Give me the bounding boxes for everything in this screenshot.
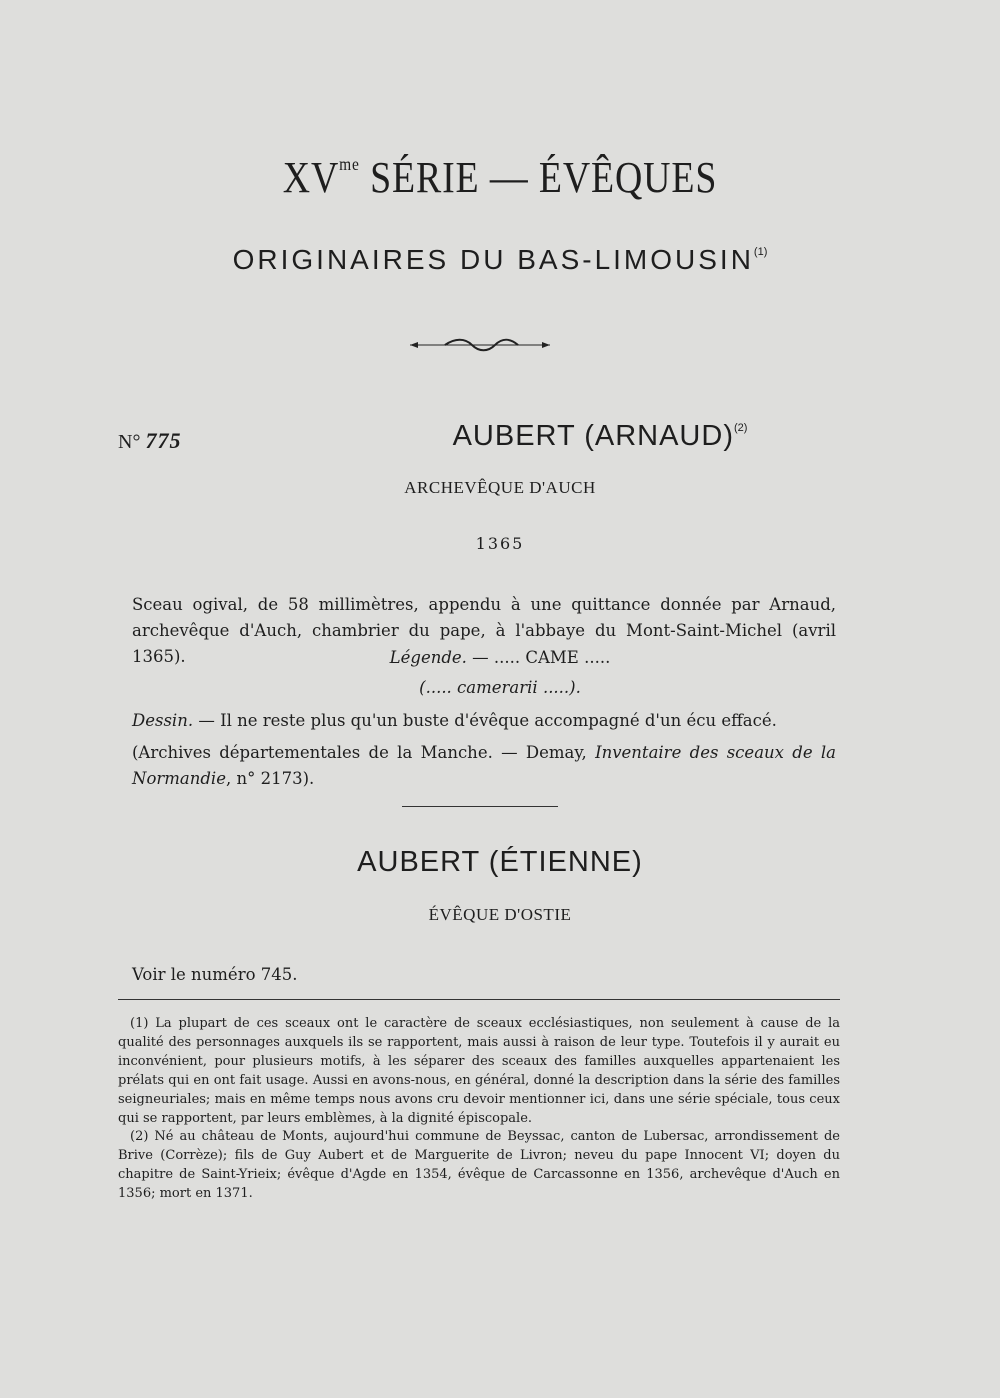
footnote-divider [118, 999, 840, 1000]
seal-source [132, 740, 836, 792]
subtitle-footnote-ref: (1) [753, 246, 768, 258]
entry-name-footnote-ref: (2) [733, 422, 748, 434]
series-title [70, 152, 930, 203]
entry-number-value: 775 [145, 428, 182, 453]
ornament-divider [410, 338, 550, 352]
entry-name-etienne: AUBERT (ÉTIENNE) [357, 846, 643, 878]
entry-name-text: AUBERT (ARNAUD) [452, 420, 734, 452]
series-sup: me [339, 154, 360, 174]
seal-legend [0, 648, 1000, 667]
series-rest: SÉRIE — ÉVÊQUES [359, 153, 718, 202]
entry-number-prefix: N° [118, 431, 141, 453]
entry-name-arnaud [100, 420, 1000, 453]
drawing-text: — Il ne reste plus qu'un buste d'évêque accompagné d'un écu effacé. [193, 711, 777, 730]
legend-translation-text: (..... camerarii .....). [419, 678, 581, 697]
seal-description: Sceau ogival, de 58 millimètres, appendu à une quittance donnée par Arnaud, archevêque d'Auch, chambrier du pape, à l'abbaye du Mont-Saint-Michel (avril 1365). [132, 595, 836, 666]
seal-legend-translation [0, 678, 1000, 697]
subtitle-text: ORIGINAIRES DU BAS-LIMOUSIN [232, 244, 754, 275]
footnote-1: (1) La plupart de ces sceaux ont le caractère de sceaux ecclésiastiques, non seulement à cause de la qualité des personnages auxquels ils se rapportent, mais aussi à raison de leur type. Toutefois il y aurait eu inconvénient, pour plusieurs motifs, à les séparer des sceaux des familles auxquelles appartenaient les prélats qui en ont fait usage. Aussi en avons-nous, en général, donné la description dans la série des familles seigneuriales; mais en même temps nous avons cru devoir mentionner ici, dans une série spéciale, tous ceux qui se rapportent, par leurs emblèmes, à la dignité épiscopale. [118, 1016, 840, 1126]
source-text-a: (Archives départementales de la Manche. — Demay, [132, 743, 596, 762]
series-prefix: XV [282, 153, 340, 202]
drawing-label: Dessin. [132, 711, 194, 730]
legend-text: — ..... CAME ..... [466, 648, 611, 667]
entry-year: 1365 [475, 534, 525, 553]
seal-drawing [132, 708, 836, 734]
source-title: Inventaire des sceaux de la Normandie [132, 743, 836, 788]
source-text-b: , n° 2173). [225, 769, 315, 788]
entry-role-etienne: ÉVÊQUE D'OSTIE [428, 905, 572, 924]
section-divider [402, 806, 558, 807]
series-subtitle [0, 244, 1000, 276]
entry-role-arnaud: ARCHEVÊQUE D'AUCH [404, 478, 596, 497]
legend-label: Légende. [389, 648, 467, 667]
see-also: Voir le numéro 745. [132, 965, 298, 984]
footnote-2: (2) Né au château de Monts, aujourd'hui commune de Beyssac, canton de Lubersac, arrondissement de Brive (Corrèze); fils de Guy Aubert et de Marguerite de Livron; neveu du pape Innocent VI; doyen du chapitre de Saint-Yrieix; évêque d'Agde en 1354, évêque de Carcassonne en 1356, archevêque d'Auch en 1356; mort en 1371. [118, 1129, 840, 1201]
